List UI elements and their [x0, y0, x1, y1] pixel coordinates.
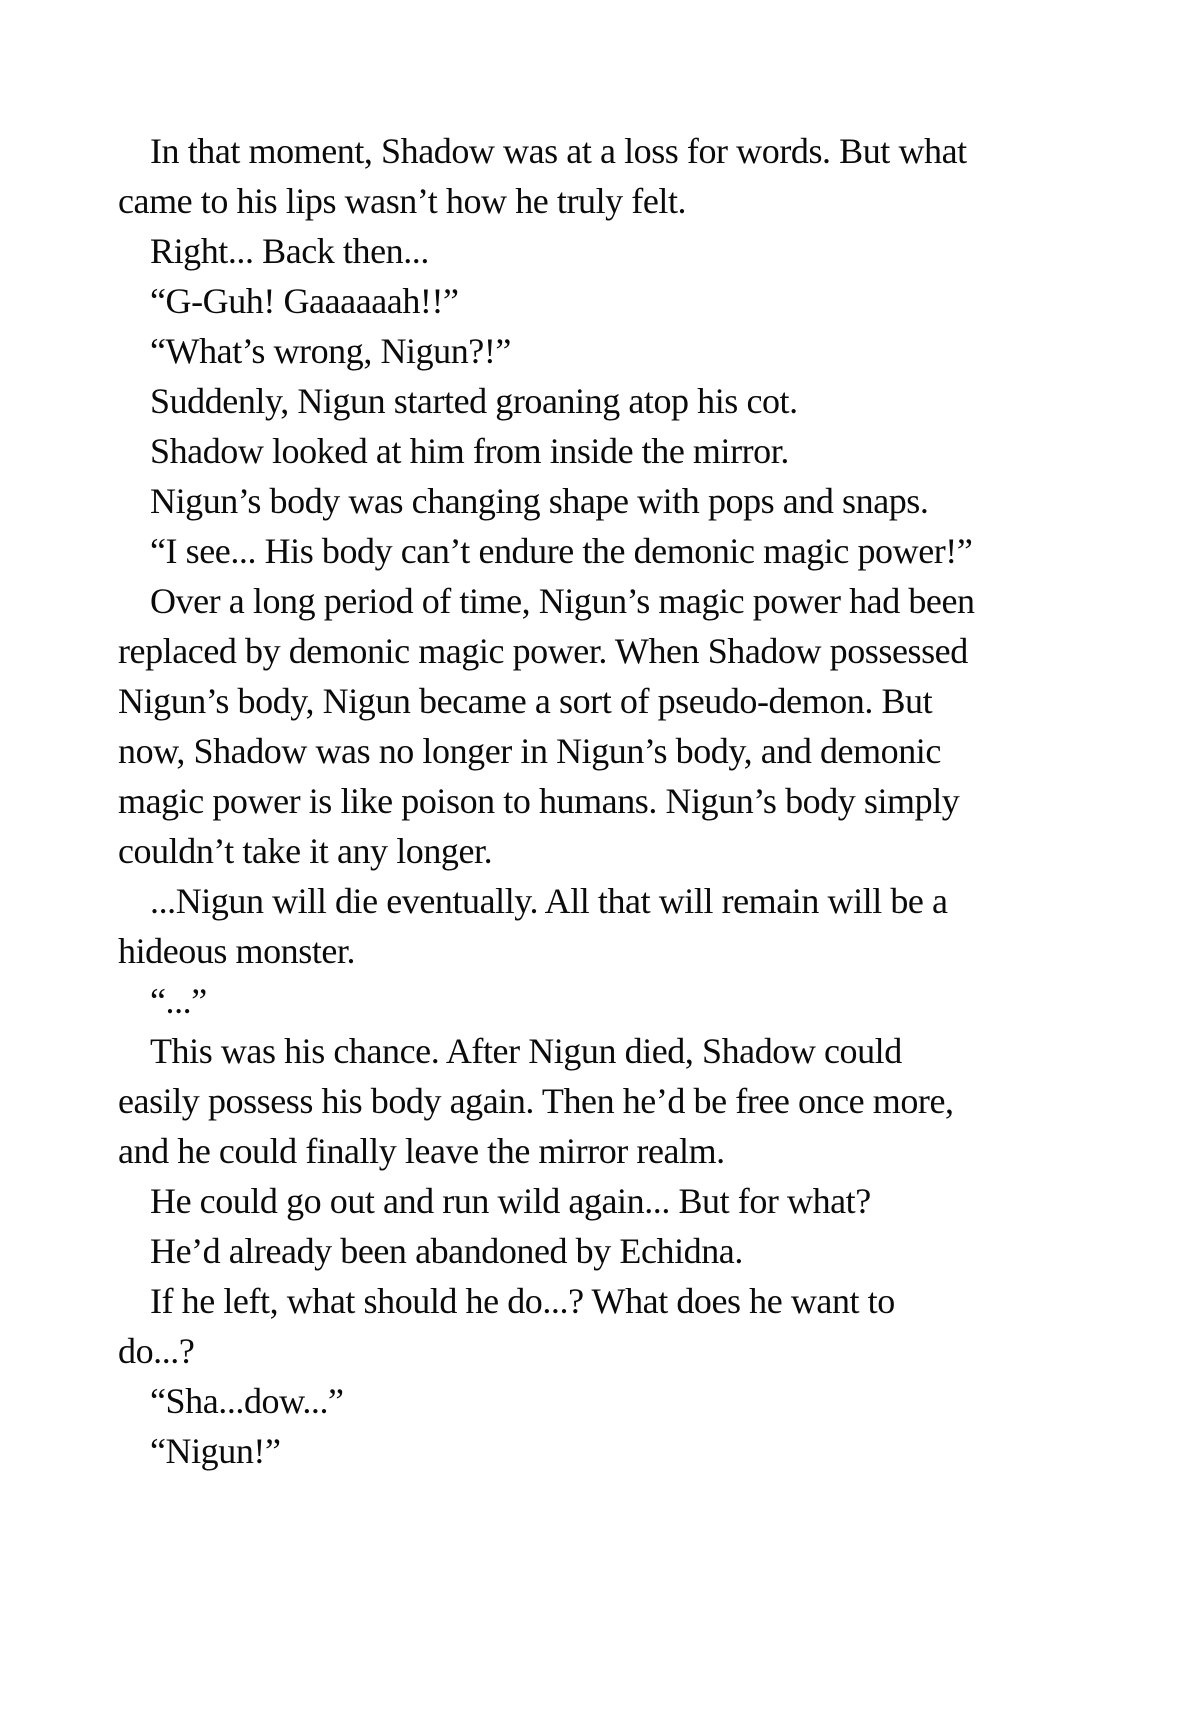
text-line: In that moment, Shadow was at a loss for words. But what — [150, 131, 967, 171]
text-line: Right... Back then... — [150, 231, 429, 271]
text-line: This was his chance. After Nigun died, Shadow could — [150, 1031, 902, 1071]
text-line: replaced by demonic magic power. When Shadow possessed — [118, 631, 968, 671]
text-line: Shadow looked at him from inside the mirror. — [150, 431, 789, 471]
paragraph — [118, 276, 1158, 326]
text-line: now, Shadow was no longer in Nigun’s body, and demonic — [118, 731, 941, 771]
text-line: If he left, what should he do...? What does he want to — [150, 1281, 895, 1321]
text-line: do...? — [118, 1331, 195, 1371]
text-line: “Nigun!” — [150, 1431, 281, 1471]
text-line: Over a long period of time, Nigun’s magic power had been — [150, 581, 975, 621]
text-line: and he could finally leave the mirror realm. — [118, 1131, 725, 1171]
text-line: Nigun’s body, Nigun became a sort of pseudo-demon. But — [118, 681, 933, 721]
page-text-block — [118, 126, 1158, 1476]
paragraph — [118, 476, 1158, 526]
paragraph — [118, 126, 1158, 226]
text-line: “What’s wrong, Nigun?!” — [150, 331, 511, 371]
paragraph — [118, 1026, 1158, 1176]
text-line: “I see... His body can’t endure the demonic magic power!” — [150, 531, 973, 571]
text-line: couldn’t take it any longer. — [118, 831, 493, 871]
paragraph — [118, 1276, 1158, 1376]
paragraph — [118, 1426, 1158, 1476]
paragraph — [118, 876, 1158, 976]
paragraph — [118, 576, 1158, 876]
text-line: Suddenly, Nigun started groaning atop his cot. — [150, 381, 798, 421]
text-line: “G-Guh! Gaaaaaah!!” — [150, 281, 459, 321]
paragraph — [118, 976, 1158, 1026]
text-line: He could go out and run wild again... But for what? — [150, 1181, 871, 1221]
text-line: came to his lips wasn’t how he truly felt. — [118, 181, 687, 221]
paragraph — [118, 1376, 1158, 1426]
text-line: magic power is like poison to humans. Nigun’s body simply — [118, 781, 960, 821]
paragraph — [118, 526, 1158, 576]
text-line: easily possess his body again. Then he’d be free once more, — [118, 1081, 954, 1121]
paragraph — [118, 376, 1158, 426]
text-line: hideous monster. — [118, 931, 356, 971]
paragraph — [118, 1226, 1158, 1276]
paragraph — [118, 1176, 1158, 1226]
paragraph — [118, 426, 1158, 476]
text-line: “...” — [150, 981, 207, 1021]
paragraph — [118, 326, 1158, 376]
text-line: He’d already been abandoned by Echidna. — [150, 1231, 743, 1271]
text-line: Nigun’s body was changing shape with pops and snaps. — [150, 481, 929, 521]
text-line: ...Nigun will die eventually. All that will remain will be a — [150, 881, 948, 921]
text-line: “Sha...dow...” — [150, 1381, 344, 1421]
paragraph — [118, 226, 1158, 276]
